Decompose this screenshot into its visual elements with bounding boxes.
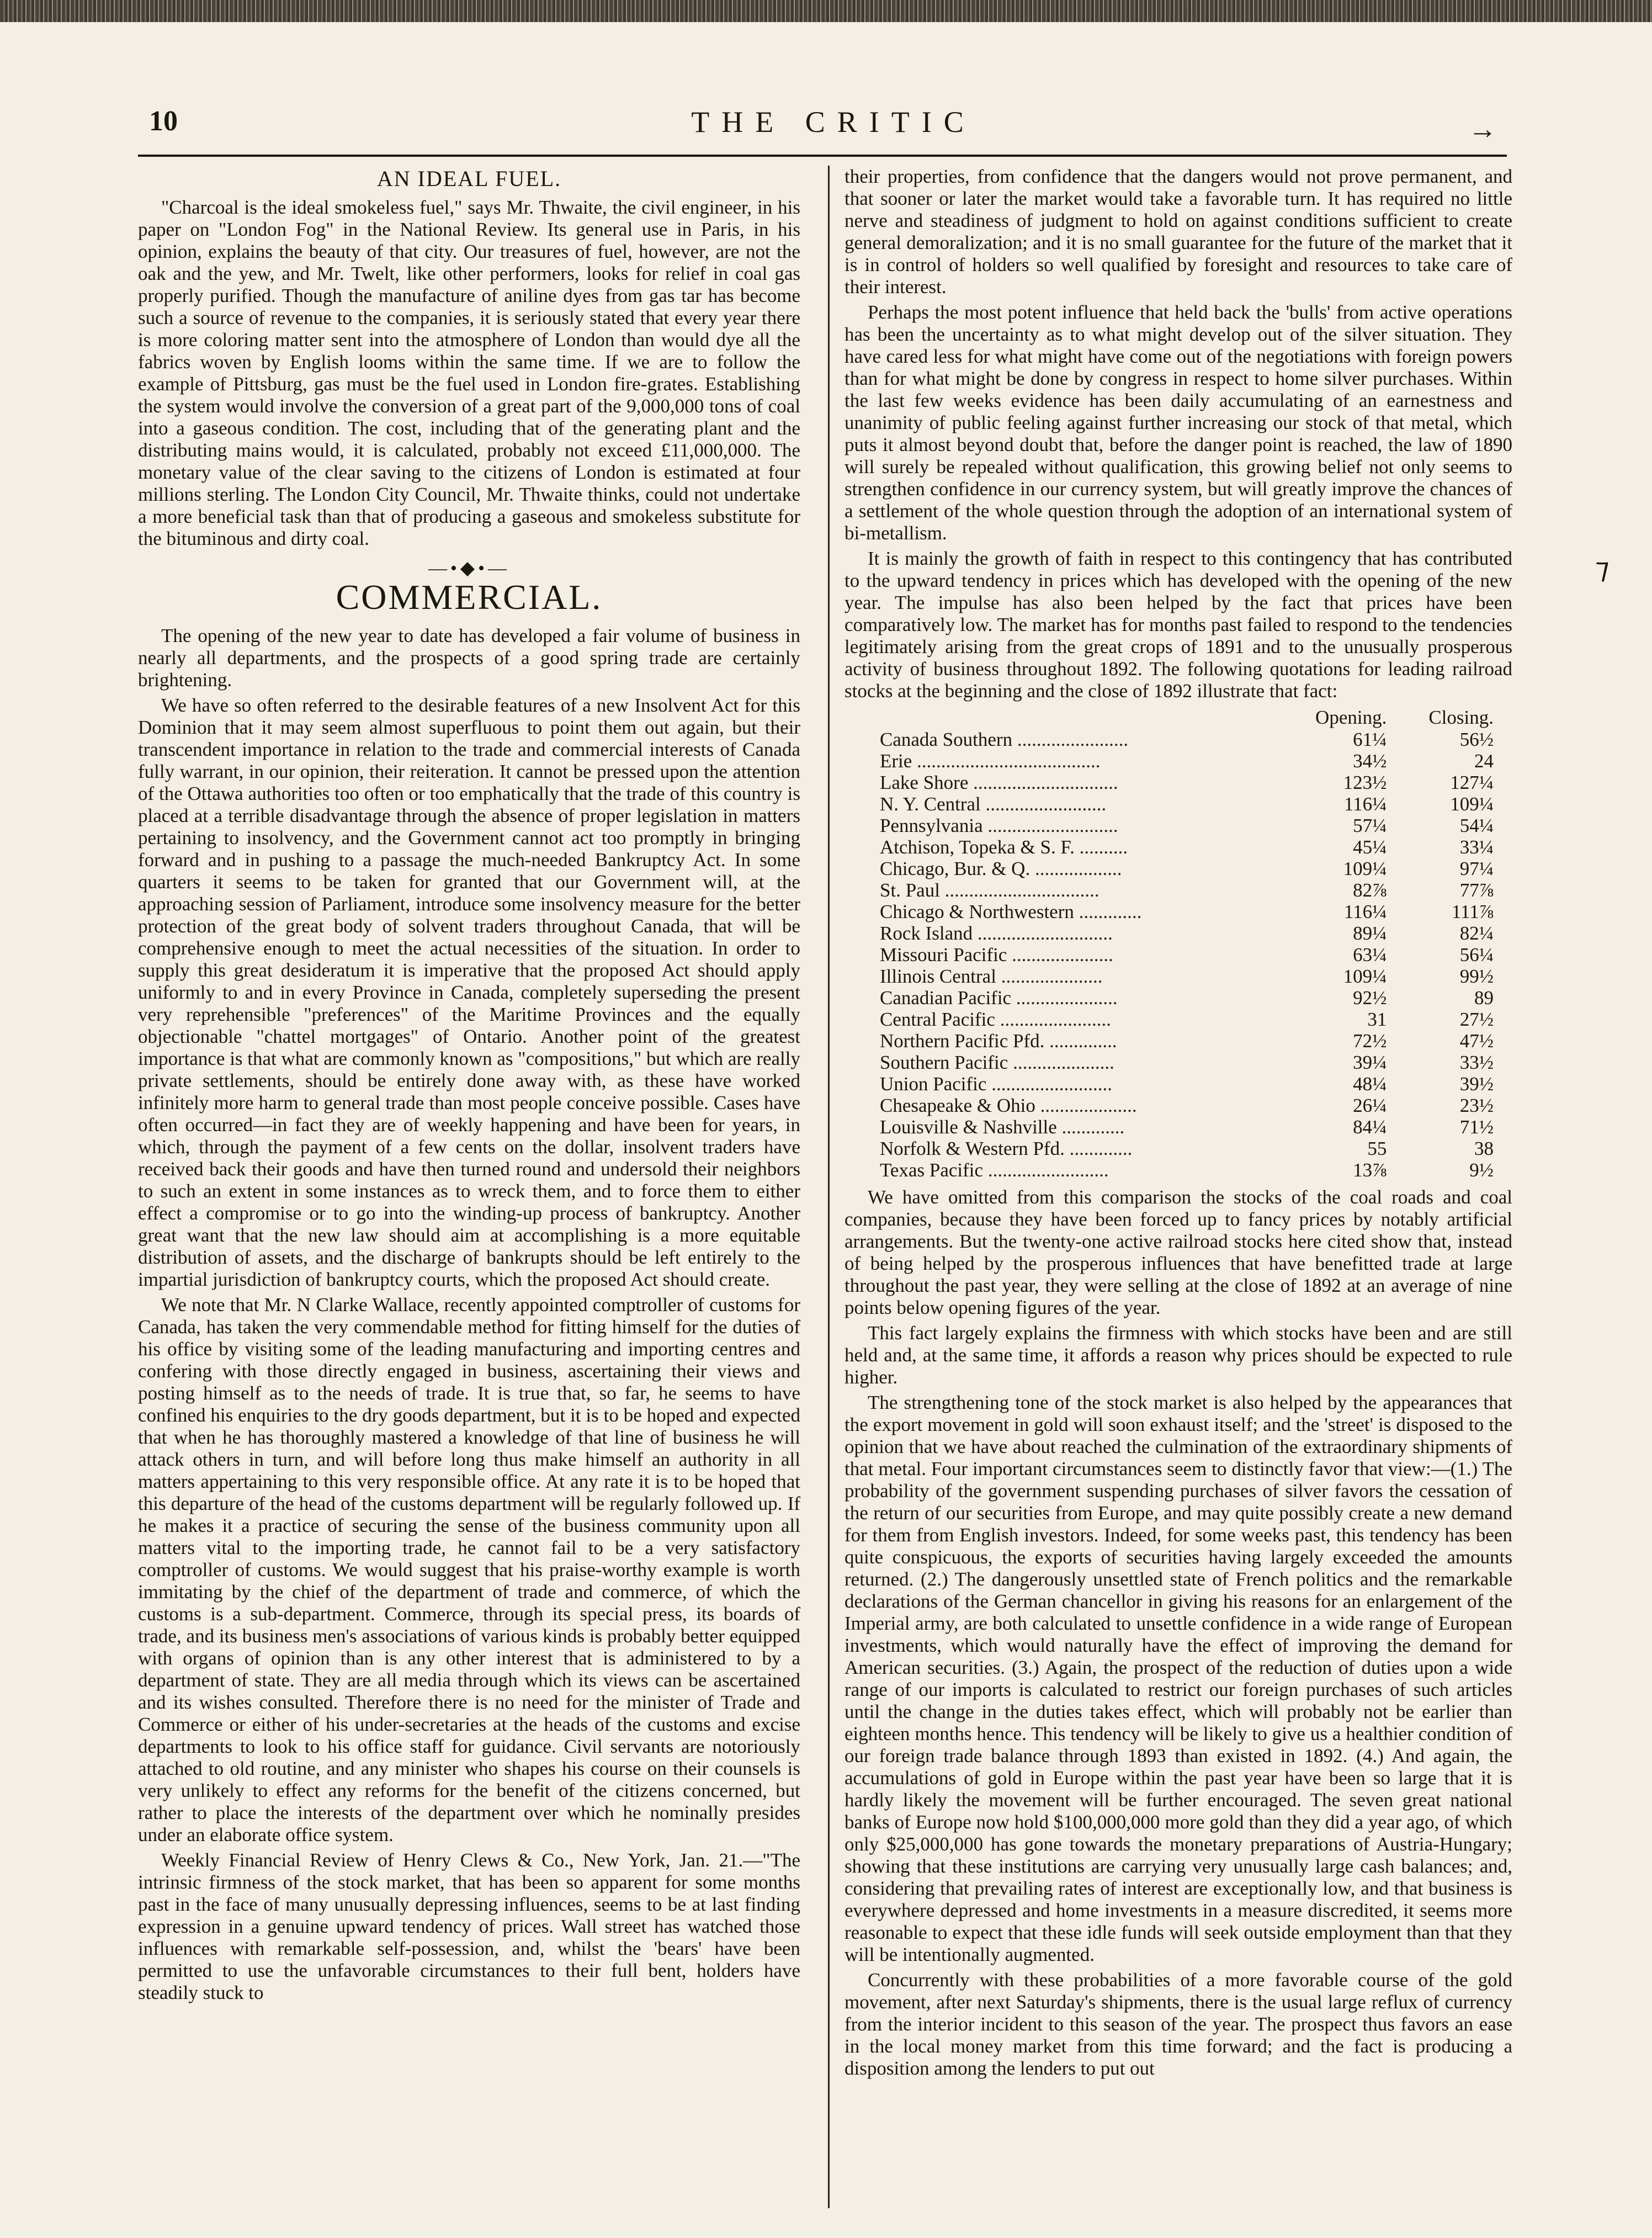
review-paragraph: We have omitted from this comparison the stocks of the coal roads and coal companies, because they have been forced up to fancy prices by notably artificial arrangements. But the twenty-one active railroad stocks here cited show that, instead of being helped by the prosperous influences that have benefitted trade at large throughout the past year, they were selling at the close of 1892 at an average of nine points below opening figures of the year. (844, 1186, 1512, 1318)
review-paragraph: It is mainly the growth of faith in respect to this contingency that has contributed to the upward tendency in prices which has developed with the opening of the new year. The impulse has also been helped by the fact that prices have been comparatively low. The market has for months past failed to respond to the tendencies legitimately arising from the great crops of 1891 and to the unusually prosperous activity of business throughout 1892. The following quotations for leading railroad stocks at the beginning and the close of 1892 illustrate that fact: (844, 548, 1512, 702)
table-cell-opening: 84¼ (1353, 1116, 1387, 1138)
review-paragraph: Perhaps the most potent influence that held back the 'bulls' from active operations has been the uncertainty as to what might develop out of the silver situation. They have cared less for what might have come out of the negotiations with foreign powers than for what might be done by congress in respect to home silver purchases. Within the last few weeks evidence has been daily accumulating of an earnestness and unanimity of public feeling against further increasing our stock of that metal, which puts it almost beyond doubt that, before the danger point is reached, the law of 1890 will surely be repealed without qualification, this growing belief not only seems to strengthen confidence in our currency system, but will greatly improve the chances of a settlement of the whole question through the adoption of an international system of bi-metallism. (844, 301, 1512, 544)
table-cell-railroad (878, 944, 1292, 966)
leader-dots: ..................... (1007, 944, 1113, 966)
table-cell-closing: 9½ (1469, 1159, 1494, 1181)
table-cell-opening: 57¼ (1353, 815, 1387, 836)
table-cell-closing: 38 (1474, 1138, 1494, 1159)
table-cell-opening: 34½ (1353, 750, 1387, 772)
journal-title: THE CRITIC (691, 105, 976, 139)
railroad-name: Illinois Central (880, 966, 996, 987)
leader-dots: .................. (1030, 858, 1122, 879)
leader-dots: ........................... (982, 815, 1118, 836)
table-row (878, 1009, 1496, 1030)
table-cell-opening: 45¼ (1353, 836, 1387, 858)
review-paragraph: their properties, from confidence that the dangers would not prove permanent, and that sooner or later the market would take a favorable turn. It has required no little nerve and steadiness of judgment to hold on against conditions sufficient to create general demoralization; and it is no small guarantee for the future of the market that it is in control of holders so well qualified by foresight and resources to take care of their interest. (844, 166, 1512, 298)
leader-dots: ..................... (996, 966, 1103, 987)
leader-dots: ......................... (986, 1073, 1112, 1095)
leader-dots: .......... (1074, 836, 1128, 858)
table-cell-opening: 109¼ (1343, 858, 1387, 879)
railroad-name: Chicago & Northwestern (880, 901, 1074, 922)
review-paragraph: This fact largely explains the firmness with which stocks have been and are still held and, at the same time, it affords a reason why prices should be expected to rule higher. (844, 1322, 1512, 1388)
railroad-quotations-table (878, 707, 1496, 1181)
table-cell-closing: 97¼ (1459, 858, 1494, 879)
table-cell-opening: 72½ (1353, 1030, 1387, 1052)
table-row (878, 1030, 1496, 1052)
table-cell-closing: 127¼ (1450, 772, 1494, 793)
table-cell-opening: 55 (1367, 1138, 1387, 1159)
table-cell-railroad (878, 815, 1292, 836)
table-row (878, 1095, 1496, 1116)
table-cell-opening: 48¼ (1353, 1073, 1387, 1095)
leader-dots: ...................................... (912, 750, 1101, 772)
table-cell-opening: 26¼ (1353, 1095, 1387, 1116)
table-cell-opening: 82⅞ (1353, 879, 1387, 901)
table-cell-opening: 39¼ (1353, 1052, 1387, 1073)
commercial-paragraph: We note that Mr. N Clarke Wallace, recently appointed comptroller of customs for Canada, has taken the very commendable method for fitting himself for the duties of his office by visiting some of the leading manufacturing and importing centres and confering with those directly engaged in business, ascertaining their views and posting himself as to the needs of trade. It is true that, so far, he seems to have confined his enquiries to the dry goods department, but it is to be hoped and expected that when he has thoroughly mastered a knowledge of that line of business he will attack others in turn, and will before long thus make himself an authority in all matters appertaining to this very responsible office. At any rate it is to be hoped that this departure of the head of the customs department will be regularly followed up. If he makes it a practice of securing the sense of the business community upon all matters vital to the importing trade, he cannot fail to be a very satisfactory comptroller of customs. We would suggest that his praise-worthy example is worth immitating by the chief of the department of trade and commerce, of which the customs is a sub-department. Commerce, through its special press, its boards of trade, and its business men's associations of various kinds is probably better equipped with organs of opinion than is any other interest that is administered to by a department of state. They are all media through which its views can be ascertained and its wishes consulted. Therefore there is no need for the minister of Trade and Commerce or either of his under-secretaries at the heads of the customs and excise departments to look to his office staff for guidance. Civil servants are notoriously attached to old routine, and any minister who shapes his course on their counsels is very unlikely to effect any reforms for the benefit of the citizens concerned, but rather to place the interests of the department over which he nominally presides under an elaborate office system. (138, 1294, 800, 1845)
leader-dots: ................................ (939, 879, 1099, 901)
table-cell-closing: 24 (1474, 750, 1494, 772)
right-column (844, 166, 1512, 2083)
table-cell-opening: 61¼ (1353, 729, 1387, 750)
railroad-name: Canadian Pacific (880, 987, 1012, 1009)
leader-dots: ....................... (995, 1009, 1111, 1030)
corner-arrow-mark: → (1468, 114, 1497, 145)
leader-dots: ............. (1074, 901, 1142, 922)
margin-mark: ⁊ (1595, 553, 1609, 585)
leader-dots: .............. (1044, 1030, 1117, 1052)
leader-dots: ............. (1056, 1116, 1125, 1138)
leader-dots: ..................... (1011, 987, 1118, 1009)
table-row (878, 815, 1496, 836)
table-cell-closing: 56½ (1459, 729, 1494, 750)
leader-dots: ............................ (973, 922, 1113, 944)
table-header-opening: Opening. (1315, 707, 1387, 728)
railroad-name: Northern Pacific Pfd. (880, 1030, 1045, 1052)
fuel-article-paragraph: "Charcoal is the ideal smokeless fuel," says Mr. Thwaite, the civil engineer, in his paper on "London Fog" in the National Review. Its general use in Paris, in his opinion, explains the beauty of that city. Our treasures of fuel, however, are not the oak and the yew, and Mr. Twelt, like other performers, looks for relief in coal gas properly purified. Though the manufacture of aniline dyes from gas tar has become such a source of revenue to the companies, it is seriously stated that every year there is more coloring matter sent into the atmosphere of London than would dye all the fabrics woven by English looms within the same time. If we are to follow the example of Pittsburg, gas must be the fuel used in London fire-grates. Establishing the system would involve the conversion of a great part of the 9,000,000 tons of coal into a gaseous condition. The cost, including that of the generating plant and the distributing mains would, it is calculated, probably not exceed £11,000,000. The monetary value of the clear saving to the citizens of London is estimated at four millions sterling. The London City Council, Mr. Thwaite thinks, could not undertake a more beneficial task than that of producing a gaseous and smokeless substitute for the bituminous and dirty coal. (138, 197, 800, 549)
table-row (878, 1052, 1496, 1073)
leader-dots: ..................... (1008, 1052, 1114, 1073)
table-cell-opening: 13⅞ (1353, 1159, 1387, 1181)
table-row (878, 858, 1496, 879)
table-cell-railroad (878, 858, 1292, 879)
table-header-row (878, 707, 1496, 729)
table-cell-railroad (878, 772, 1292, 793)
railroad-name: Pennsylvania (880, 815, 983, 836)
table-cell-railroad (878, 1138, 1292, 1159)
table-row (878, 987, 1496, 1009)
railroad-name: Rock Island (880, 922, 973, 944)
railroad-name: Canada Southern (880, 729, 1013, 750)
table-cell-closing: 23½ (1459, 1095, 1494, 1116)
leader-dots: ............. (1064, 1138, 1133, 1159)
section-ornament: —•◆•— (428, 558, 510, 579)
railroad-name: Chesapeake & Ohio (880, 1095, 1035, 1116)
review-paragraph: Concurrently with these probabilities of a more favorable course of the gold movement, after next Saturday's shipments, there is the usual large reflux of currency from the interior incident to this season of the year. The prospect thus favors an ease in the local money market from this time forward; and the fact is producing a disposition among the lenders to put out (844, 1969, 1512, 2079)
table-cell-closing: 89 (1474, 987, 1494, 1009)
header-rule (138, 155, 1507, 157)
railroad-name: Atchison, Topeka & S. F. (880, 836, 1075, 858)
table-row (878, 901, 1496, 922)
railroad-name: Lake Shore (880, 772, 969, 793)
table-cell-closing: 33¼ (1459, 836, 1494, 858)
leader-dots: ......................... (983, 1159, 1109, 1181)
table-cell-closing: 27½ (1459, 1009, 1494, 1030)
table-cell-opening: 31 (1367, 1009, 1387, 1030)
railroad-name: Central Pacific (880, 1009, 995, 1030)
table-cell-opening: 92½ (1353, 987, 1387, 1009)
table-row (878, 836, 1496, 858)
table-cell-railroad (878, 729, 1292, 750)
table-row (878, 729, 1496, 750)
table-row (878, 879, 1496, 901)
fuel-article-heading: AN IDEAL FUEL. (376, 166, 562, 191)
table-row (878, 966, 1496, 987)
table-cell-opening: 89¼ (1353, 922, 1387, 944)
table-cell-railroad (878, 1095, 1292, 1116)
table-cell-closing: 56¼ (1459, 944, 1494, 966)
table-cell-railroad (878, 793, 1292, 815)
table-row (878, 793, 1496, 815)
table-header-closing: Closing. (1428, 707, 1494, 728)
table-row (878, 1116, 1496, 1138)
table-cell-closing: 77⅞ (1459, 879, 1494, 901)
table-row (878, 772, 1496, 793)
table-cell-opening: 116¼ (1343, 793, 1387, 815)
review-paragraph: The strengthening tone of the stock market is also helped by the appearances that the export movement in gold will soon exhaust itself; and the 'street' is disposed to the opinion that we have about reached the culmination of the extraordinary shipments of that metal. Four important circumstances seem to distinctly favor that view:—(1.) The probability of the government suspending purchases of silver favors the cessation of the return of our securities from Europe, and may quite possibly create a new demand for them from English investors. Indeed, for some weeks past, this tendency has been quite conspicuous, the exports of securities having largely exceeded the amounts returned. (2.) The dangerously unsettled state of French politics and the remarkable declarations of the German chancellor in giving his reasons for an enlargement of the Imperial army, are both calculated to unsettle confidence in a wide range of European investments, which would naturally have the effect of improving the demand for American securities. (3.) Again, the prospect of the reduction of duties upon a wide range of our imports is calculated to restrict our foreign purchases of such articles until the change in the duties takes effect, which will probably not be earlier than eighteen months hence. This tendency will be likely to give us a healthier condition of our foreign trade balance through 1893 than existed in 1892. (4.) And again, the accumulations of gold in Europe within the past year have been so large that it is hardly likely the movement will be further encouraged. The seven great national banks of Europe now hold $100,000,000 more gold than they did a year ago, of which only $25,000,000 has gone towards the monetary preparations of Austria-Hungary; showing that these institutions are carrying very unusually large cash balances; and, considering that prevailing rates of interest are exceptionally low, and that business is everywhere depressed and home investments in a measure discredited, it seems more reasonable to expect that these idle funds will seek outside employment than that they will be intentionally augmented. (844, 1392, 1512, 1965)
leader-dots: ......................... (980, 793, 1107, 815)
table-cell-railroad (878, 901, 1292, 922)
railroad-name: N. Y. Central (880, 793, 981, 815)
railroad-name: Louisville & Nashville (880, 1116, 1057, 1138)
table-cell-closing: 71½ (1459, 1116, 1494, 1138)
table-cell-railroad (878, 750, 1292, 772)
table-row (878, 922, 1496, 944)
table-row (878, 1159, 1496, 1181)
railroad-name: Erie (880, 750, 912, 772)
table-cell-railroad (878, 922, 1292, 944)
left-column (138, 166, 800, 2007)
commercial-paragraph: We have so often referred to the desirable features of a new Insolvent Act for this Dominion that it may seem almost superfluous to point them out again, but their transcendent importance in relation to the trade and commercial interests of Canada fully warrant, in our opinion, their reiteration. It cannot be pressed upon the attention of the Ottawa authorities too often or too emphatically that the trade of this country is placed at a terrible disadvantage through the absence of proper legislation in matters pertaining to insolvency, and the Government cannot act too promptly in bringing forward and in pushing to a passage the much-needed Bankruptcy Act. In some quarters it seems to be taken for granted that our Government will, at the approaching session of Parliament, introduce some insolvency measure for the better protection of the great body of solvent traders throughout Canada, that will be comprehensive enough to meet the actual necessities of the situation. In order to supply this great desideratum it is imperative that the proposed Act should apply uniformly to and in every Province in Canada, completely superseding the present very reprehensible "preferences" of the Maritime Provinces and the equally objectionable "chattel mortgages" of Ontario. Another point of the greatest importance is that what are commonly known as "compositions," but which are really private settlements, should be entirely done away with, as these have worked infinitely more harm to general trade than most people conceive possible. Cases have often occurred—in fact they are of weekly happening and have been for years, in which, through the payment of a few cents on the dollar, insolvent traders have received back their goods and have then turned round and undersold their neighbors to such an extent in some instances as to wreck them, and to force them to either effect a compromise or to go into the winding-up process of bankruptcy. Another great want that the new law should aim at accomplishing is a more equitable distribution of assets, and the discharge of bankrupts should be left entirely to the impartial jurisdiction of bankruptcy courts, which the proposed Act should create. (138, 694, 800, 1290)
leader-dots: ....................... (1012, 729, 1129, 750)
scan-top-edge (0, 0, 1652, 22)
leader-dots: .................... (1035, 1095, 1137, 1116)
table-cell-railroad (878, 987, 1292, 1009)
table-cell-railroad (878, 1052, 1292, 1073)
table-cell-opening: 109¼ (1343, 966, 1387, 987)
table-body (878, 729, 1496, 1181)
table-cell-closing: 39½ (1459, 1073, 1494, 1095)
table-cell-railroad (878, 1159, 1292, 1181)
leader-dots: .............................. (968, 772, 1118, 793)
table-cell-railroad (878, 879, 1292, 901)
table-cell-closing: 47½ (1459, 1030, 1494, 1052)
table-cell-opening: 123½ (1343, 772, 1387, 793)
railroad-name: Chicago, Bur. & Q. (880, 858, 1030, 879)
page-number: 10 (149, 105, 178, 137)
table-row (878, 1073, 1496, 1095)
table-cell-closing: 109¼ (1450, 793, 1494, 815)
commercial-paragraph: The opening of the new year to date has developed a fair volume of business in nearly all departments, and the prospects of a good spring trade are certainly brightening. (138, 625, 800, 691)
table-cell-opening: 116¼ (1343, 901, 1387, 922)
table-row (878, 944, 1496, 966)
table-cell-closing: 111⅞ (1451, 901, 1494, 922)
table-cell-railroad (878, 1073, 1292, 1095)
railroad-name: Southern Pacific (880, 1052, 1008, 1073)
page-header (149, 105, 1518, 144)
railroad-name: Missouri Pacific (880, 944, 1007, 966)
table-row (878, 1138, 1496, 1159)
column-divider (828, 166, 830, 2208)
table-cell-railroad (878, 966, 1292, 987)
table-cell-closing: 33½ (1459, 1052, 1494, 1073)
table-cell-closing: 54¼ (1459, 815, 1494, 836)
table-header-blank (878, 707, 1292, 729)
railroad-name: Norfolk & Western Pfd. (880, 1138, 1065, 1159)
table-cell-opening: 63¼ (1353, 944, 1387, 966)
railroad-name: Texas Pacific (880, 1159, 984, 1181)
railroad-name: Union Pacific (880, 1073, 987, 1095)
table-cell-closing: 82¼ (1459, 922, 1494, 944)
table-cell-railroad (878, 1009, 1292, 1030)
table-cell-closing: 99½ (1459, 966, 1494, 987)
commercial-heading: COMMERCIAL. (336, 577, 603, 617)
commercial-paragraph: Weekly Financial Review of Henry Clews & Co., New York, Jan. 21.—"The intrinsic firmness of the stock market, that has been so apparent for some months past in the face of many unusually depressing influences, seems to be at last finding expression in a genuine upward tendency of prices. Wall street has watched those influences with remarkable self-possession, and, whilst the 'bears' have been permitted to use the unfavorable circumstances to their full bent, holders have steadily stuck to (138, 1849, 800, 2003)
table-cell-railroad (878, 1116, 1292, 1138)
table-cell-railroad (878, 1030, 1292, 1052)
table-cell-railroad (878, 836, 1292, 858)
table-row (878, 750, 1496, 772)
railroad-name: St. Paul (880, 879, 940, 901)
